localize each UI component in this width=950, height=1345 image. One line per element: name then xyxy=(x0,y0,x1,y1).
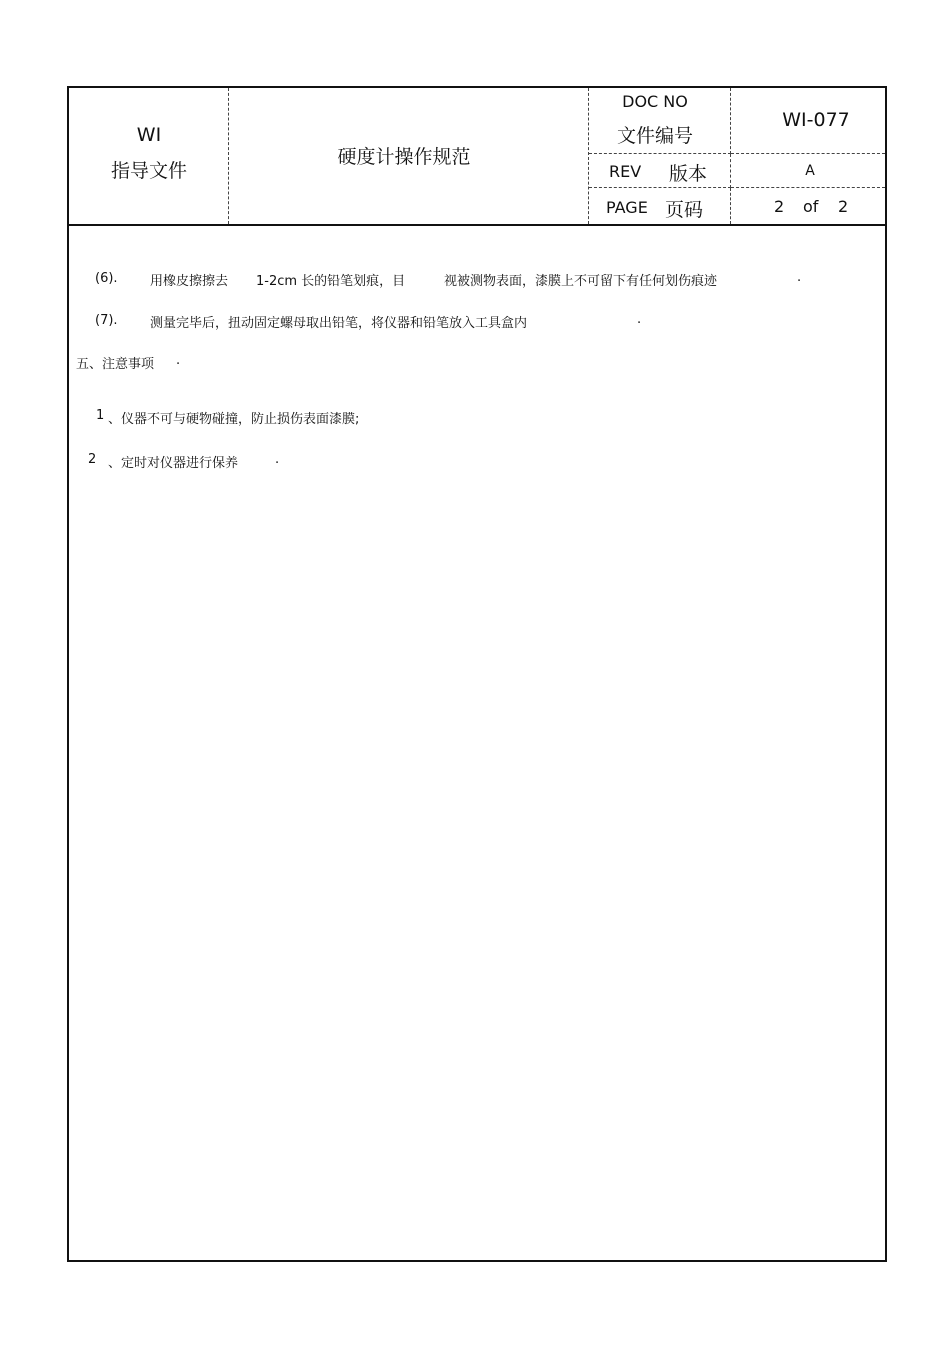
step-6-number: (6). xyxy=(95,271,118,286)
page-number: 2 xyxy=(774,197,785,216)
page-label-cn: 页码 xyxy=(665,199,704,221)
page-value-cell xyxy=(731,188,885,224)
wi-label: WI xyxy=(136,124,162,146)
rev-label-en: REV xyxy=(609,162,642,181)
step-7-end: . xyxy=(637,312,642,327)
section-5-end: . xyxy=(176,353,181,368)
doc-no-value: WI-077 xyxy=(782,109,850,131)
wi-cell xyxy=(69,88,229,224)
rev-label-cell xyxy=(589,154,731,188)
doc-no-value-cell xyxy=(731,88,885,154)
note-2-text: 、定时对仪器进行保养 xyxy=(108,456,239,471)
rev-value-cell xyxy=(731,154,885,188)
document-frame xyxy=(67,86,887,1262)
doc-no-label-cell xyxy=(589,88,731,154)
rev-value: A xyxy=(805,163,815,179)
step-6-text-a: 用橡皮擦擦去 xyxy=(150,274,229,289)
guide-doc-label: 指导文件 xyxy=(110,160,187,182)
document-header xyxy=(69,88,885,226)
note-1-text: 、仪器不可与硬物碰撞，防止损伤表面漆膜; xyxy=(108,412,360,427)
step-7-number: (7). xyxy=(95,313,118,328)
page-of: of xyxy=(803,197,819,216)
note-2-end: . xyxy=(275,452,280,467)
page-label-en: PAGE xyxy=(606,198,648,217)
page-total: 2 xyxy=(838,197,849,216)
document-title: 硬度计操作规范 xyxy=(337,146,471,168)
note-1-number: 1 xyxy=(96,408,105,423)
doc-no-label-en: DOC NO xyxy=(622,92,688,111)
note-2-number: 2 xyxy=(88,452,97,467)
rev-label-cn: 版本 xyxy=(669,163,708,185)
step-6-text-b: 1-2cm 长的铅笔划痕，目 xyxy=(256,274,406,289)
title-cell xyxy=(229,88,589,224)
page-label-cell xyxy=(589,188,731,224)
step-6-text-c: 视被测物表面，漆膜上不可留下有任何划伤痕迹 xyxy=(444,274,718,289)
step-7-text: 测量完毕后，扭动固定螺母取出铅笔，将仪器和铅笔放入工具盒内 xyxy=(150,316,528,331)
doc-no-label-cn: 文件编号 xyxy=(616,125,693,147)
section-5-title: 五、注意事项 xyxy=(76,357,155,372)
step-6-end: . xyxy=(797,270,802,285)
